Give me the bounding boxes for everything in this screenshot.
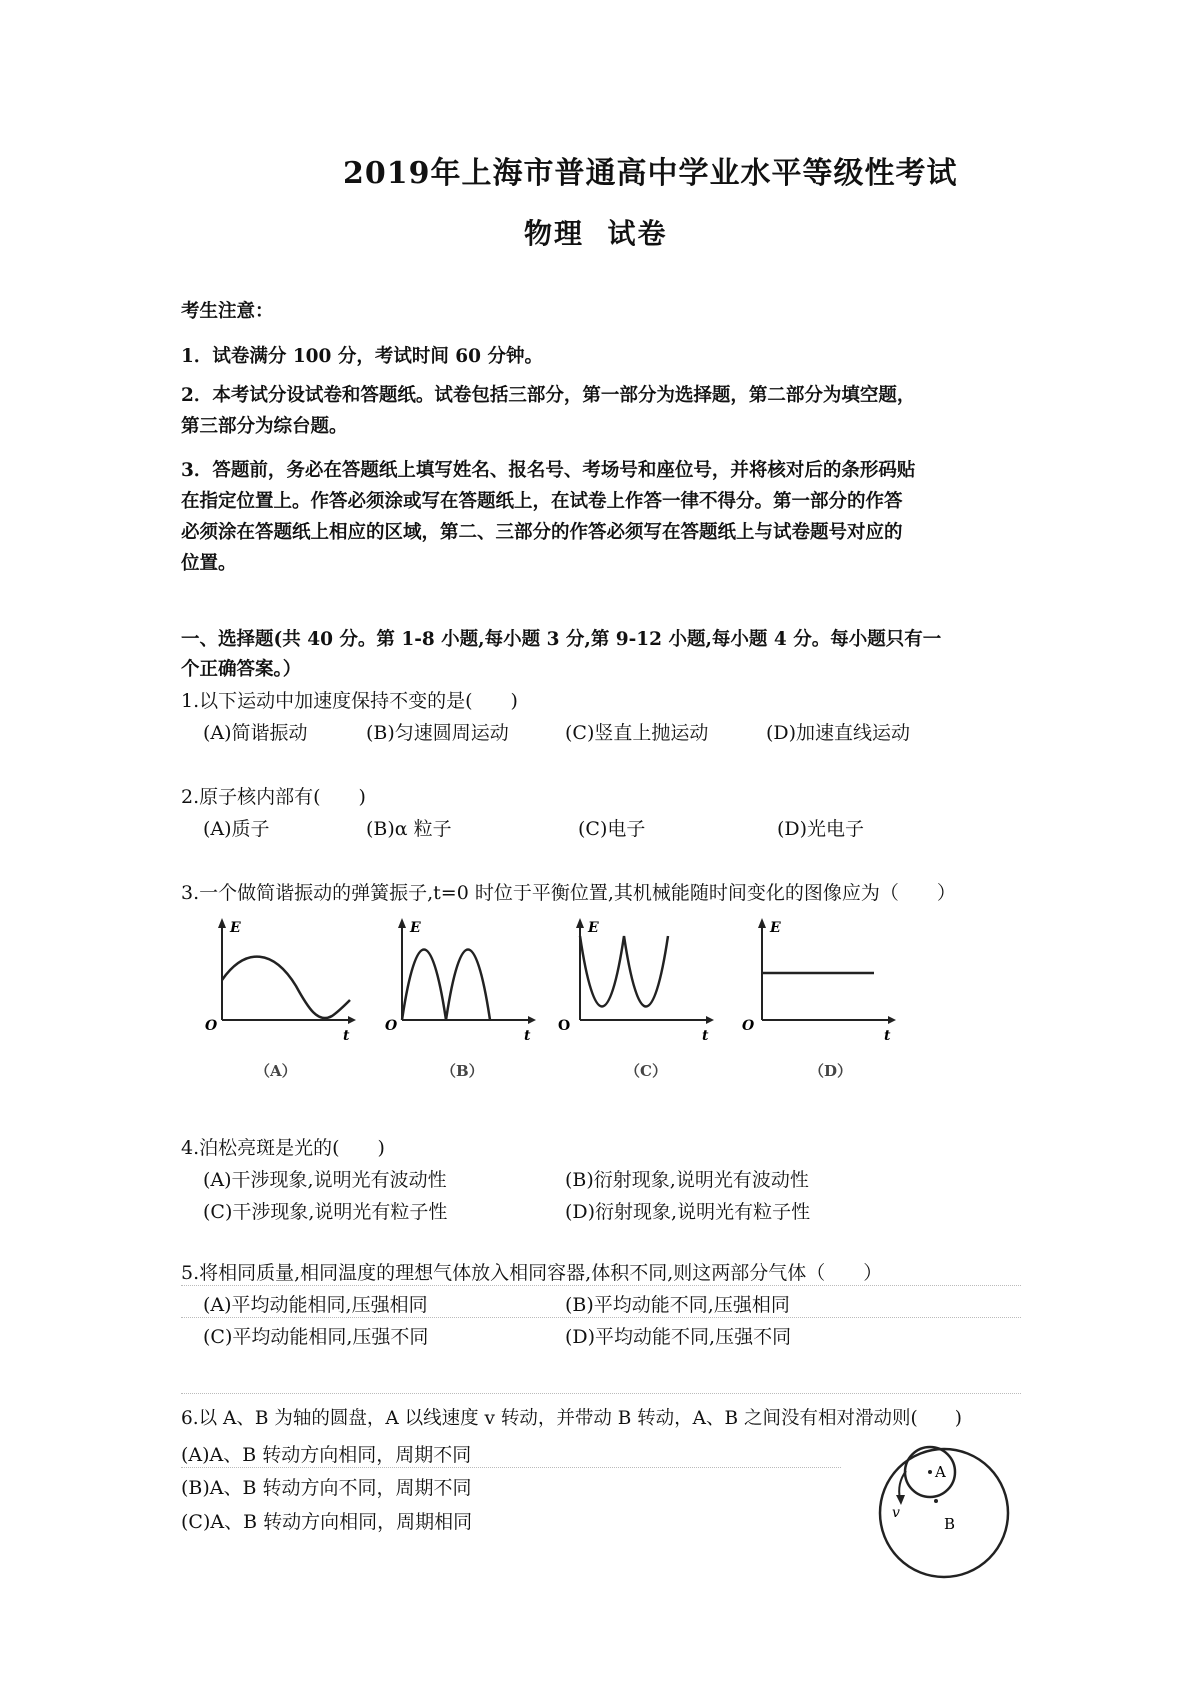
option-a: (A)A、B 转动方向相同，周期不同 [181, 1444, 472, 1466]
axis-b-dot [934, 1499, 938, 1503]
question-stem: 4.泊松亮斑是光的( ) [181, 1137, 385, 1159]
notice-item-3-line-1: 3．答题前，务必在答题纸上填写姓名、报名号、考场号和座位号，并将核对后的条形码贴 [181, 460, 916, 481]
option-a: (A)干涉现象,说明光有波动性 [203, 1169, 447, 1191]
question-stem: 5.将相同质量,相同温度的理想气体放入相同容器,体积不同,则这两部分气体（ ） [181, 1262, 883, 1284]
option-a: (A)简谐振动 [203, 722, 308, 744]
notice-item-1: 1．试卷满分 100 分，考试时间 60 分钟。 [181, 346, 543, 367]
notice-item-2-line-2: 第三部分为综台题。 [181, 416, 348, 437]
graph-d [738, 916, 898, 1048]
origin-label: O [385, 1018, 398, 1034]
option-b: (B)匀速圆周运动 [366, 722, 509, 744]
option-c: (C)电子 [578, 818, 646, 840]
option-d: (D)衍射现象,说明光有粒子性 [565, 1201, 811, 1223]
option-a: (A)质子 [203, 818, 270, 840]
page-subtitle: 物理 试卷 [524, 217, 668, 250]
graph-b [380, 916, 540, 1048]
question-stem: 6.以 A、B 为轴的圆盘，A 以线速度 v 转动，并带动 B 转动，A、B 之间没有相对滑动则( ) [181, 1408, 962, 1429]
disk-figure [866, 1437, 1022, 1587]
option-d: (D)光电子 [777, 818, 865, 840]
y-axis-label: E [410, 920, 421, 936]
option-d: (D)平均动能不同,压强不同 [565, 1326, 792, 1348]
question-stem: 2.原子核内部有( ) [181, 786, 366, 808]
option-a: (A)平均动能相同,压强相同 [203, 1294, 428, 1316]
x-axis-label: t [702, 1028, 709, 1044]
label-a: A [935, 1463, 946, 1481]
option-c: (C)竖直上抛运动 [565, 722, 709, 744]
dotted-rule [181, 1317, 1021, 1318]
option-b: (B)α 粒子 [366, 818, 452, 840]
x-axis-label: t [884, 1028, 891, 1044]
graph-b-label: （B） [441, 1062, 484, 1080]
notice-item-3-line-4: 位置。 [181, 553, 237, 574]
section-heading-line-1: 一、选择题(共 40 分。第 1-8 小题,每小题 3 分,第 9-12 小题,每小题 4 分。每小题只有一 [181, 629, 942, 650]
label-v: v [892, 1505, 900, 1521]
dotted-rule [181, 1467, 841, 1468]
notice-item-3-line-3: 必须涂在答题纸上相应的区域，第二、三部分的作答必须写在答题纸上与试卷题号对应的 [181, 522, 903, 543]
graph-a [196, 916, 356, 1048]
option-b: (B)衍射现象,说明光有波动性 [565, 1169, 809, 1191]
dotted-rule [181, 1393, 1021, 1394]
y-axis-label: E [770, 920, 781, 936]
graph-c-label: （C） [625, 1062, 667, 1080]
axis-a-dot [928, 1470, 932, 1474]
x-axis-label: t [524, 1028, 531, 1044]
origin-label: O [558, 1018, 571, 1034]
y-axis-label: E [588, 920, 599, 936]
option-c: (C)A、B 转动方向相同，周期相同 [181, 1511, 473, 1533]
graph-a-label: （A） [255, 1062, 297, 1080]
origin-label: O [742, 1018, 755, 1034]
notice-heading: 考生注意： [181, 301, 274, 322]
question-stem: 1.以下运动中加速度保持不变的是( ) [181, 690, 518, 712]
section-heading-line-2: 个正确答案。） [181, 659, 302, 680]
option-b: (B)A、B 转动方向不同，周期不同 [181, 1477, 472, 1499]
question-stem: 3.一个做简谐振动的弹簧振子,t=0 时位于平衡位置,其机械能随时间变化的图像应为（ ） [181, 882, 956, 904]
y-axis-label: E [230, 920, 241, 936]
page-title: 2019年上海市普通高中学业水平等级性考试 [343, 156, 958, 191]
notice-item-2-line-1: 2．本考试分设试卷和答题纸。试卷包括三部分，第一部分为选择题，第二部分为填空题， [181, 385, 916, 406]
x-axis-label: t [343, 1028, 350, 1044]
option-b: (B)平均动能不同,压强相同 [565, 1294, 790, 1316]
label-b: B [944, 1515, 956, 1533]
origin-label: O [205, 1018, 218, 1034]
option-d: (D)加速直线运动 [766, 722, 911, 744]
option-c: (C)平均动能相同,压强不同 [203, 1326, 429, 1348]
dotted-rule [181, 1285, 1021, 1286]
graph-d-label: （D） [809, 1062, 853, 1080]
option-c: (C)干涉现象,说明光有粒子性 [203, 1201, 448, 1223]
notice-item-3-line-2: 在指定位置上。作答必须涂或写在答题纸上，在试卷上作答一律不得分。第一部分的作答 [181, 491, 903, 512]
graph-c [556, 916, 716, 1048]
